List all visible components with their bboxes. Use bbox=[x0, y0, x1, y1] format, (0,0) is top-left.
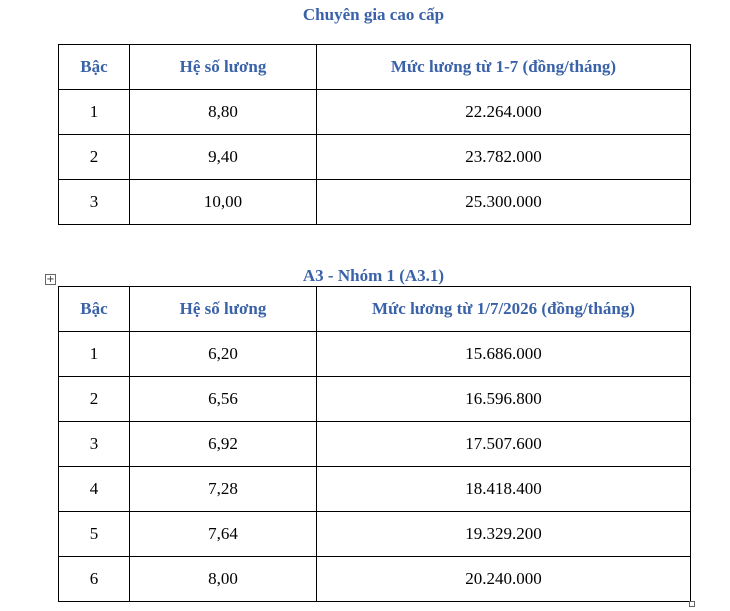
cell-coefficient: 7,28 bbox=[130, 467, 317, 512]
cell-salary: 25.300.000 bbox=[317, 180, 691, 225]
cell-rank: 1 bbox=[59, 90, 130, 135]
cell-rank: 4 bbox=[59, 467, 130, 512]
salary-table-senior-expert bbox=[58, 44, 691, 225]
header-salary: Mức lương từ 1/7/2026 (đồng/tháng) bbox=[317, 287, 691, 332]
cell-salary: 20.240.000 bbox=[317, 557, 691, 602]
header-rank: Bậc bbox=[59, 287, 130, 332]
table-row bbox=[59, 512, 691, 557]
cell-rank: 5 bbox=[59, 512, 130, 557]
cell-rank: 3 bbox=[59, 180, 130, 225]
cell-coefficient: 8,00 bbox=[130, 557, 317, 602]
header-coefficient: Hệ số lương bbox=[130, 287, 317, 332]
salary-table-a3-group1 bbox=[58, 286, 691, 602]
cell-salary: 19.329.200 bbox=[317, 512, 691, 557]
cell-salary: 15.686.000 bbox=[317, 332, 691, 377]
header-coefficient: Hệ số lương bbox=[130, 45, 317, 90]
cell-rank: 1 bbox=[59, 332, 130, 377]
cell-salary: 22.264.000 bbox=[317, 90, 691, 135]
cell-rank: 2 bbox=[59, 135, 130, 180]
cell-coefficient: 9,40 bbox=[130, 135, 317, 180]
cell-salary: 18.418.400 bbox=[317, 467, 691, 512]
cell-salary: 23.782.000 bbox=[317, 135, 691, 180]
table-row bbox=[59, 422, 691, 467]
table-row bbox=[59, 90, 691, 135]
cell-rank: 2 bbox=[59, 377, 130, 422]
table-header-row bbox=[59, 45, 691, 90]
cell-salary: 16.596.800 bbox=[317, 377, 691, 422]
cell-coefficient: 6,92 bbox=[130, 422, 317, 467]
table-row bbox=[59, 557, 691, 602]
table-row bbox=[59, 377, 691, 422]
header-rank: Bậc bbox=[59, 45, 130, 90]
table-row bbox=[59, 467, 691, 512]
cell-salary: 17.507.600 bbox=[317, 422, 691, 467]
table-row bbox=[59, 332, 691, 377]
cell-coefficient: 8,80 bbox=[130, 90, 317, 135]
cell-coefficient: 6,20 bbox=[130, 332, 317, 377]
header-salary: Mức lương từ 1-7 (đồng/tháng) bbox=[317, 45, 691, 90]
table-row bbox=[59, 180, 691, 225]
cell-coefficient: 7,64 bbox=[130, 512, 317, 557]
cell-coefficient: 6,56 bbox=[130, 377, 317, 422]
table-title-senior-expert: Chuyên gia cao cấp bbox=[302, 5, 445, 24]
table-header-row bbox=[59, 287, 691, 332]
cell-coefficient: 10,00 bbox=[130, 180, 317, 225]
move-handle-icon[interactable]: + bbox=[46, 274, 55, 285]
cell-rank: 3 bbox=[59, 422, 130, 467]
resize-handle-icon[interactable] bbox=[689, 601, 695, 607]
table-title-a3-group1: A3 - Nhóm 1 (A3.1) bbox=[302, 266, 445, 285]
cell-rank: 6 bbox=[59, 557, 130, 602]
table-row bbox=[59, 135, 691, 180]
text-cursor bbox=[690, 339, 691, 357]
